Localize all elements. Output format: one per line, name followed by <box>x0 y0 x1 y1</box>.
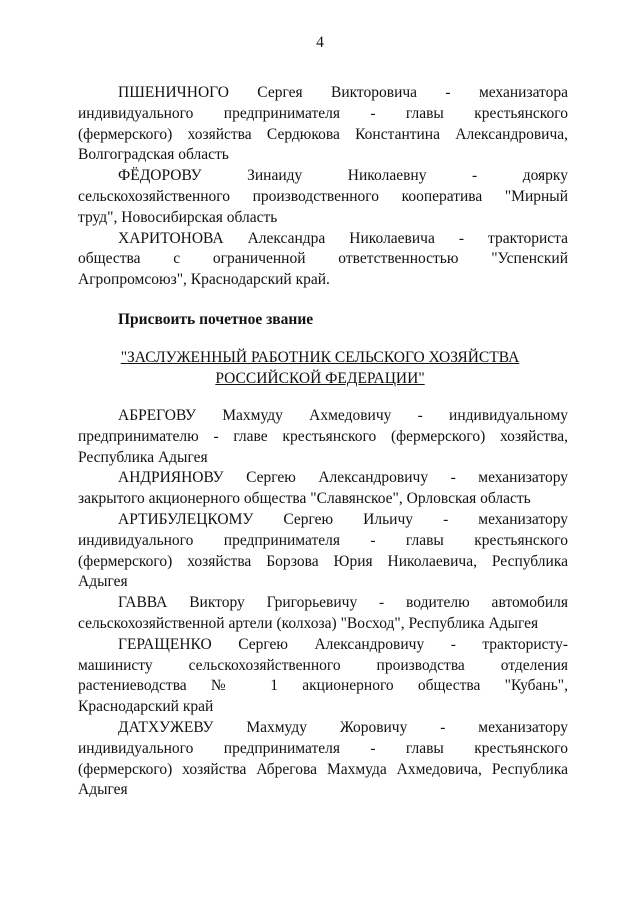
entry-line: сельскохозяйственной артели (колхоза) "Восход", Республика Адыгея <box>78 614 539 632</box>
honorary-title-line-1: "ЗАСЛУЖЕННЫЙ РАБОТНИК СЕЛЬСКОГО ХОЗЯЙСТВА <box>120 349 520 366</box>
award-list-previous <box>78 83 568 291</box>
entry-first-line: ФЁДОРОВУ Зинаиду Николаевну - доярку <box>118 167 568 185</box>
entry-first-line: ГАВВА Виктору Григорьевичу - водителю автомобиля <box>118 594 568 612</box>
entry-first-line: ХАРИТОНОВА Александра Николаевича - тракториста <box>118 229 568 247</box>
entry-line: закрытого акционерного общества "Славянское", Орловская область <box>78 490 531 508</box>
entry-line: (фермерского) хозяйства Борзова Юрия Николаевича, Республика <box>78 552 568 570</box>
entry-first-line: ГЕРАЩЕНКО Сергею Александровичу - трактористу- <box>118 635 568 653</box>
entry-line: труд", Новосибирская область <box>78 208 278 226</box>
honorary-title <box>0 348 640 389</box>
entry-line: растениеводства № 1 акционерного общества "Кубань", <box>78 677 568 695</box>
entry-line: (фермерского) хозяйства Абрегова Махмуда Ахмедовича, Республика <box>78 760 568 778</box>
page-number: 4 <box>316 34 324 51</box>
entry-line: сельскохозяйственного производственного кооператива "Мирный <box>78 187 568 205</box>
entry-first-line: АБРЕГОВУ Махмуду Ахмедовичу - индивидуальному <box>118 407 568 424</box>
entry-first-line: ДАТХУЖЕВУ Махмуду Жоровичу - механизатору <box>118 718 568 736</box>
entry-line: предпринимателю - главе крестьянского (фермерского) хозяйства, <box>78 427 568 445</box>
entry-first-line: АНДРИЯНОВУ Сергею Александровичу - механизатору <box>118 469 568 487</box>
entry-line: Краснодарский край <box>78 698 214 716</box>
award-list-honored-worker <box>78 406 568 801</box>
entry-first-line: ПШЕНИЧНОГО Сергея Викторовича - механизатора <box>118 84 568 101</box>
entry-line: индивидуального предпринимателя - главы крестьянского <box>78 739 568 757</box>
honorary-title-line-2: РОССИЙСКОЙ ФЕДЕРАЦИИ" <box>215 369 425 387</box>
entry-line: Волгоградская область <box>78 146 229 164</box>
entry-line: Адыгея <box>78 573 128 591</box>
entry-line: машинисту сельскохозяйственного производства отделения <box>78 656 568 674</box>
entry-line: индивидуального предпринимателя - главы крестьянского <box>78 104 568 122</box>
entry-line: общества с ограниченной ответственностью "Успенский <box>78 250 568 268</box>
section-heading: Присвоить почетное звание <box>118 311 314 328</box>
entry-line: (фермерского) хозяйства Сердюкова Константина Александровича, <box>78 125 568 143</box>
entry-line: Агропромсоюз", Краснодарский край. <box>78 271 330 289</box>
entry-line: Адыгея <box>78 781 128 799</box>
entry-line: Республика Адыгея <box>78 448 208 466</box>
entry-line: индивидуального предпринимателя - главы крестьянского <box>78 531 568 549</box>
entry-first-line: АРТИБУЛЕЦКОМУ Сергею Ильичу - механизатору <box>118 510 568 528</box>
